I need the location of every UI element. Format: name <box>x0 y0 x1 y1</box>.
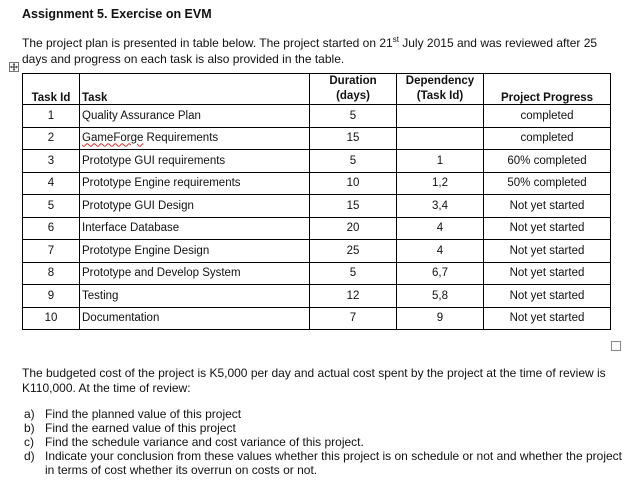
cell-duration: 5 <box>310 105 397 128</box>
cell-dependency: 9 <box>397 307 484 330</box>
cell-progress: Not yet started <box>484 307 611 330</box>
header-dependency-line1: Dependency <box>405 75 475 87</box>
list-item <box>22 449 622 477</box>
cell-task-id: 7 <box>23 240 80 263</box>
cell-dependency: 1,2 <box>397 172 484 195</box>
question-list <box>22 407 622 477</box>
intro-text-start: The project plan is presented in table below. The project started on 21 <box>22 36 393 50</box>
assignment-heading: Assignment 5. Exercise on EVM <box>22 7 212 21</box>
cell-duration: 25 <box>310 240 397 263</box>
table-move-handle-icon[interactable] <box>9 62 19 72</box>
table-row <box>23 172 611 195</box>
cell-dependency: 4 <box>397 217 484 240</box>
list-item <box>22 435 622 449</box>
cell-task: Prototype GUI Design <box>80 195 310 218</box>
cell-progress: Not yet started <box>484 285 611 308</box>
cell-task: Prototype Engine requirements <box>80 172 310 195</box>
header-task: Task <box>80 74 310 105</box>
cell-duration: 7 <box>310 307 397 330</box>
header-duration-line1: Duration <box>329 75 377 87</box>
table-resize-handle[interactable] <box>611 341 621 351</box>
cell-task-rest: Requirements <box>143 132 219 145</box>
cell-task: Quality Assurance Plan <box>80 105 310 128</box>
list-marker: b) <box>24 421 35 435</box>
question-text: Find the planned value of this project <box>45 407 242 421</box>
table-row <box>23 285 611 308</box>
cell-progress: Not yet started <box>484 217 611 240</box>
intro-text-end: July 2015 and was reviewed after 25 days and progress on each task is also provided in the table. <box>22 36 598 66</box>
question-text: Find the earned value of this project <box>45 421 236 435</box>
ordinal-suffix: st <box>392 35 399 44</box>
cell-progress: completed <box>484 127 611 150</box>
cell-task-id: 1 <box>23 105 80 128</box>
header-duration <box>310 74 397 105</box>
table-row <box>23 262 611 285</box>
cell-task-id: 5 <box>23 195 80 218</box>
cell-dependency: 4 <box>397 240 484 263</box>
cell-progress: Not yet started <box>484 195 611 218</box>
cell-dependency: 3,4 <box>397 195 484 218</box>
cell-task-id: 8 <box>23 262 80 285</box>
cell-duration: 5 <box>310 262 397 285</box>
cell-task: Interface Database <box>80 217 310 240</box>
table-row <box>23 307 611 330</box>
header-dependency-line2: (Task Id) <box>416 90 464 102</box>
cell-task <box>80 127 310 150</box>
list-marker: c) <box>24 435 34 449</box>
budget-paragraph: The budgeted cost of the project is K5,000 per day and actual cost spent by the project at the time of review is K110,000. At the time of review: <box>22 366 606 395</box>
cell-duration: 15 <box>310 127 397 150</box>
list-marker: a) <box>24 407 35 421</box>
cell-task: Prototype and Develop System <box>80 262 310 285</box>
cell-duration: 12 <box>310 285 397 308</box>
cell-task-id: 4 <box>23 172 80 195</box>
table-row <box>23 217 611 240</box>
cell-task: Prototype Engine Design <box>80 240 310 263</box>
cell-duration: 20 <box>310 217 397 240</box>
cell-task-id: 3 <box>23 150 80 173</box>
table-row <box>23 195 611 218</box>
cell-dependency <box>397 105 484 128</box>
cell-duration: 10 <box>310 172 397 195</box>
cell-duration: 15 <box>310 195 397 218</box>
cell-progress: 50% completed <box>484 172 611 195</box>
cell-progress: completed <box>484 105 611 128</box>
cell-task: Prototype GUI requirements <box>80 150 310 173</box>
cell-task: Documentation <box>80 307 310 330</box>
header-dependency <box>397 74 484 105</box>
cell-task-id: 2 <box>23 127 80 150</box>
list-item <box>22 421 622 435</box>
intro-paragraph <box>22 32 622 67</box>
question-text: Find the schedule variance and cost variance of this project. <box>45 435 364 449</box>
table-header-row <box>23 74 611 105</box>
cell-progress: 60% completed <box>484 150 611 173</box>
project-plan-table <box>22 73 611 330</box>
cell-task: Testing <box>80 285 310 308</box>
list-marker: d) <box>24 449 35 463</box>
cell-task-id: 6 <box>23 217 80 240</box>
cell-progress: Not yet started <box>484 240 611 263</box>
table-row <box>23 240 611 263</box>
list-item <box>22 407 622 421</box>
cell-task-id: 10 <box>23 307 80 330</box>
spellcheck-flagged-word[interactable]: GameForge <box>82 132 144 145</box>
cell-dependency: 1 <box>397 150 484 173</box>
table-row <box>23 127 611 150</box>
header-progress: Project Progress <box>484 74 611 105</box>
table-row <box>23 150 611 173</box>
cell-dependency: 5,8 <box>397 285 484 308</box>
header-duration-line2: (days) <box>336 90 370 102</box>
question-text: Indicate your conclusion from these values whether this project is on schedule or not and whether the project in terms of cost whether its overrun on costs or not. <box>45 449 622 477</box>
cell-dependency <box>397 127 484 150</box>
cell-dependency: 6,7 <box>397 262 484 285</box>
cell-task-id: 9 <box>23 285 80 308</box>
cell-duration: 5 <box>310 150 397 173</box>
header-task-id: Task Id <box>23 74 80 105</box>
cell-progress: Not yet started <box>484 262 611 285</box>
table-row <box>23 105 611 128</box>
